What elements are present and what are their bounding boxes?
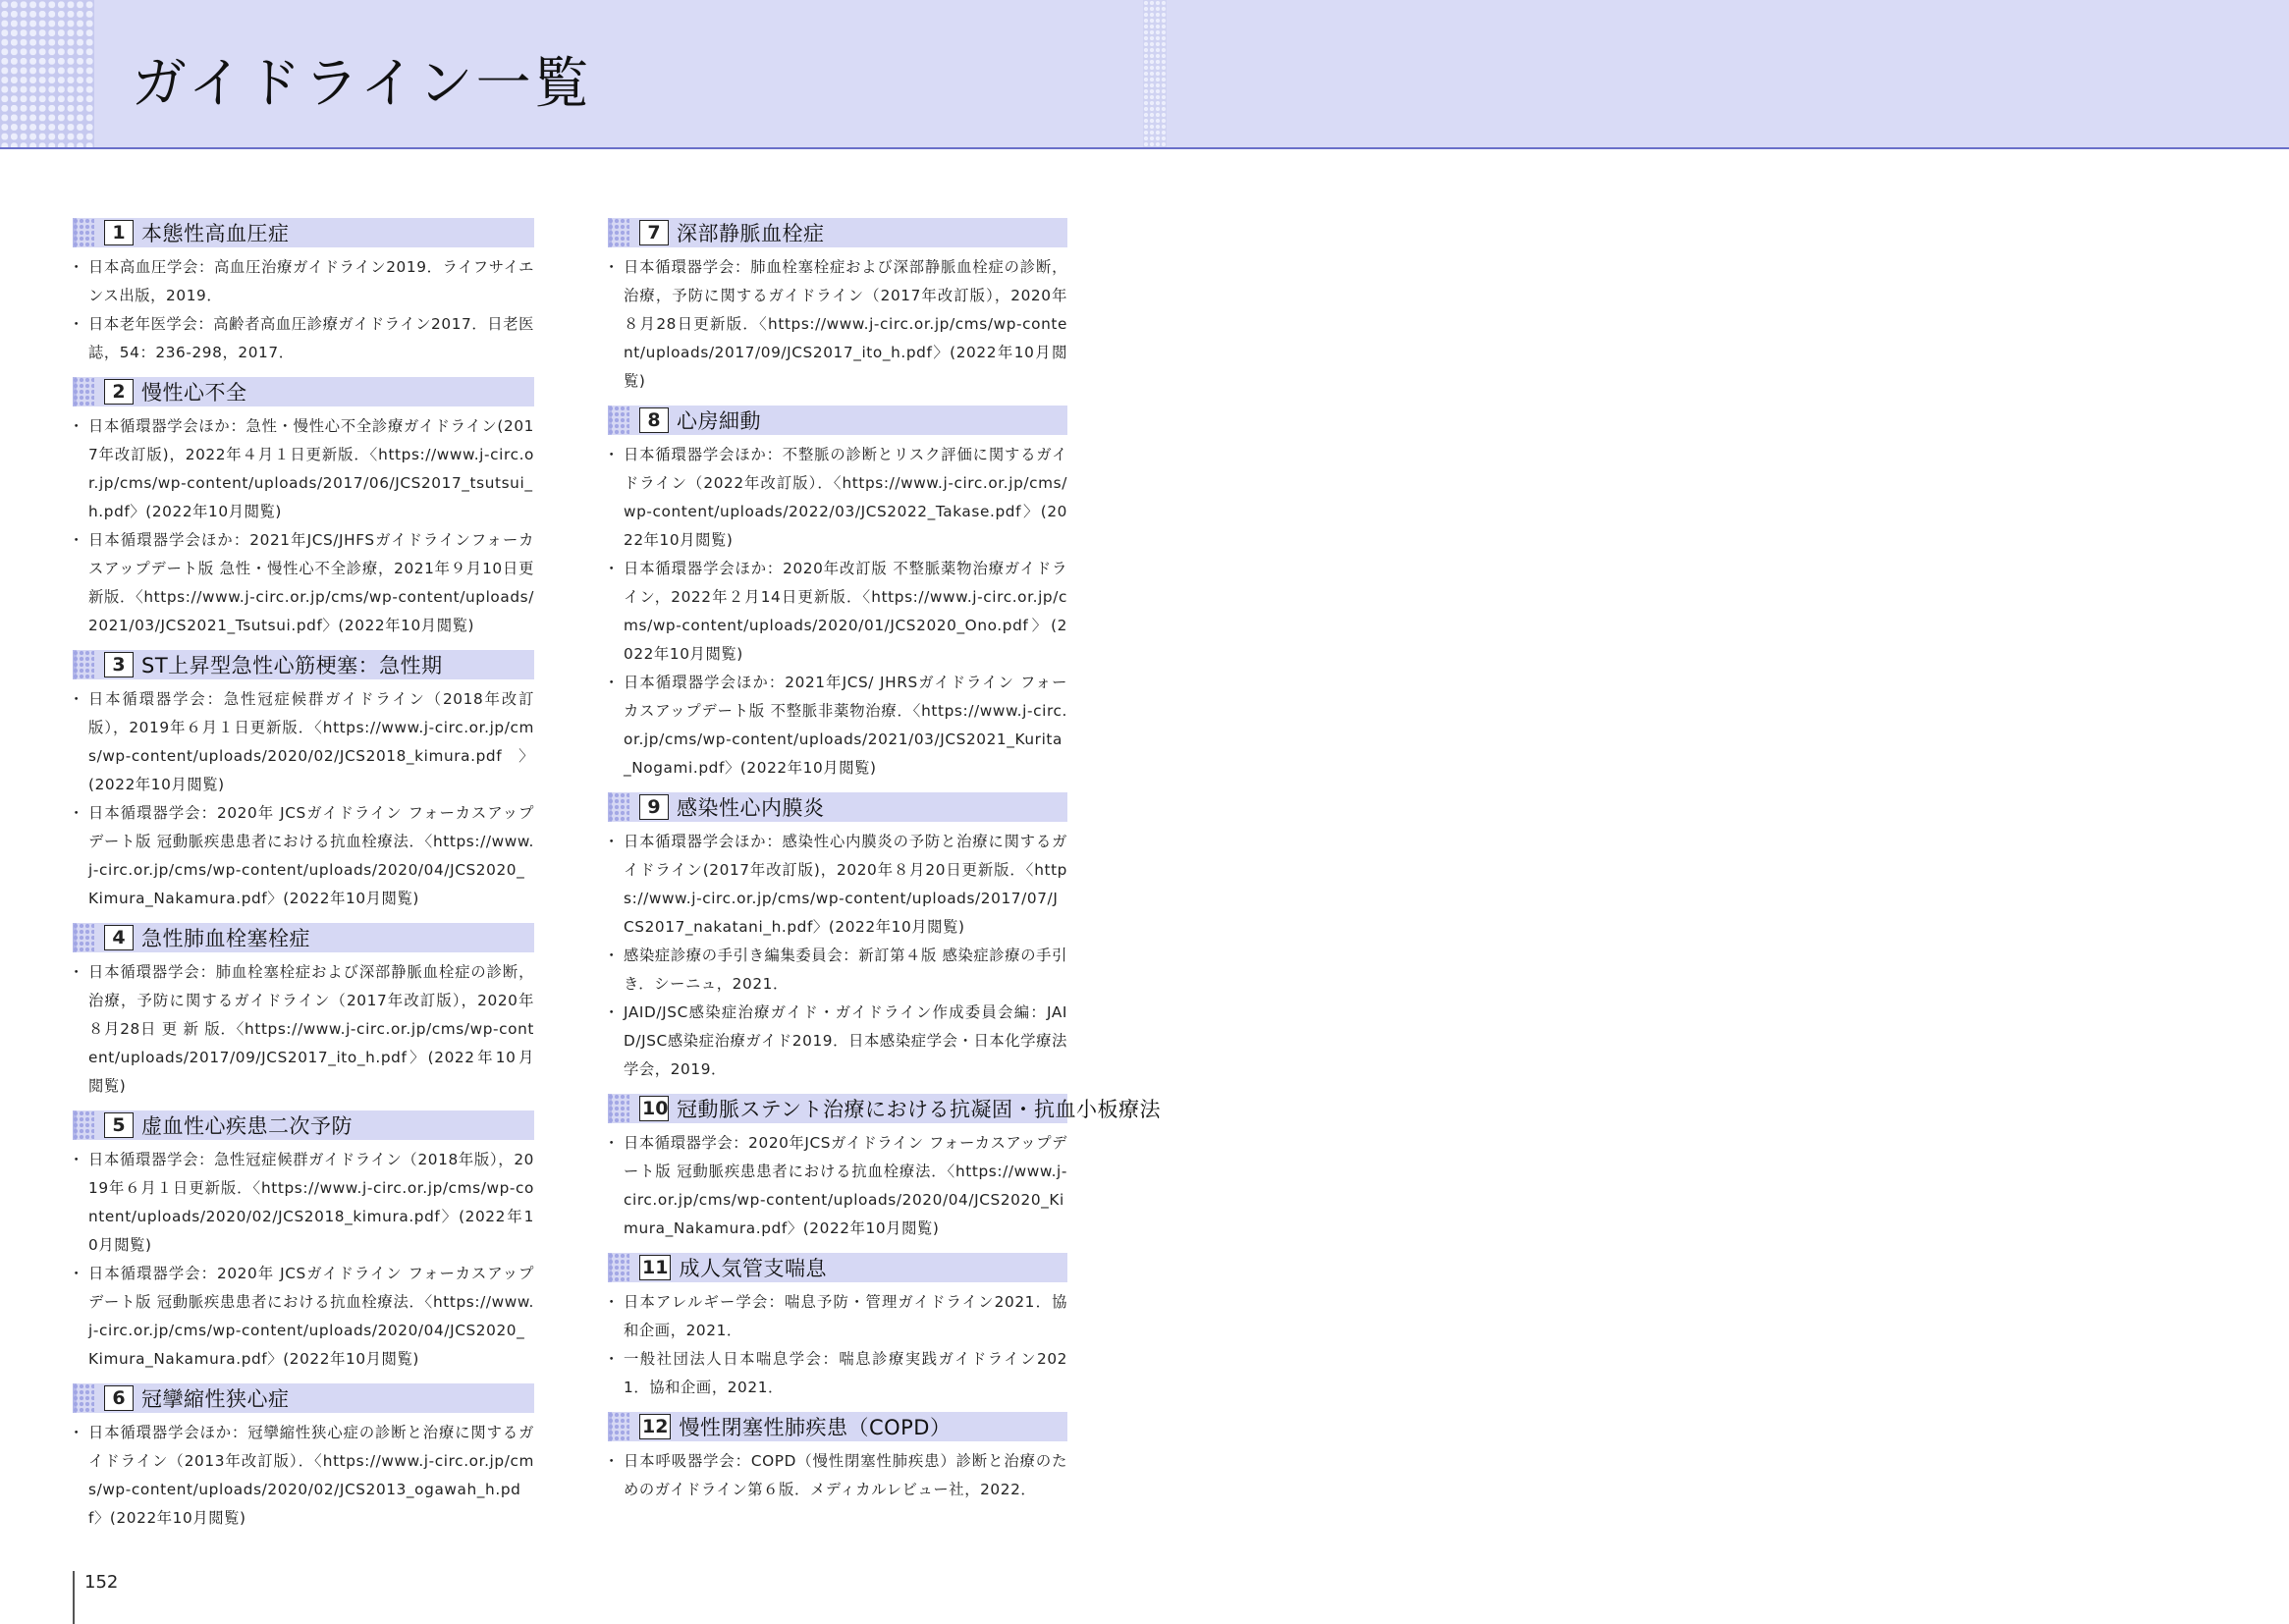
reference-list: [608, 1447, 1067, 1504]
section-number: 8: [639, 407, 669, 433]
section-2: [73, 377, 534, 640]
section-title: 感染性心内膜炎: [677, 796, 825, 820]
reference-item: ・ 日本循環器学会：肺血栓塞栓症および深部静脈血栓症の診断，治療，予防に関するガイドライン（2017年改訂版），2020年８月28日更新版．〈https://www.j-circ.or.jp/cms/wp-content/uploads/2017/09/JCS2017_ito_h.pdf〉(2022年10月閲覧): [608, 253, 1067, 396]
section-heading: [608, 1253, 1067, 1282]
section-heading: [73, 218, 534, 247]
reference-item: ・ 日本アレルギー学会：喘息予防・管理ガイドライン2021．協和企画，2021．: [608, 1288, 1067, 1345]
section-title: ST上昇型急性心筋梗塞：急性期: [141, 654, 443, 677]
section-4: [73, 923, 534, 1101]
header-dot-pattern: [0, 0, 94, 147]
reference-item: ・ 日本循環器学会ほか：不整脈の診断とリスク評価に関するガイドライン（2022年改訂版）．〈https://www.j-circ.or.jp/cms/wp-content/uploads/2022/03/JCS2022_Takase.pdf〉(2022年10月閲覧): [608, 441, 1067, 555]
section-heading: [608, 218, 1067, 247]
header-band: [0, 0, 2289, 149]
section-title: 成人気管支喘息: [679, 1257, 827, 1280]
section-3: [73, 650, 534, 913]
section-number: 3: [104, 652, 134, 677]
section-10: [608, 1094, 1162, 1243]
section-number: 12: [639, 1414, 671, 1439]
section-1: [73, 218, 534, 367]
page-number-left: 152: [84, 1572, 119, 1593]
section-number: 1: [104, 220, 134, 245]
reference-list: [73, 1146, 534, 1374]
section-title: 慢性心不全: [141, 381, 247, 405]
section-5: [73, 1110, 534, 1374]
reference-list: [73, 253, 534, 367]
section-number: 9: [639, 794, 669, 820]
section-title: 慢性閉塞性肺疾患（COPD）: [679, 1416, 952, 1439]
reference-item: ・ 日本循環器学会ほか：2021年JCS/JHFSガイドラインフォーカスアップデート版 急性・慢性心不全診療，2021年９月10日更新版．〈https://www.j-circ.or.jp/cms/wp-content/uploads/2021/03/JCS2021_Tsutsui.pdf〉(2022年10月閲覧): [73, 526, 534, 640]
reference-list: [73, 958, 534, 1101]
section-heading: [73, 377, 534, 406]
section-number: 7: [639, 220, 669, 245]
reference-item: ・ 日本循環器学会：2020年JCSガイドライン フォーカスアップデート版 冠動脈疾患患者における抗血栓療法．〈https://www.j-circ.or.jp/cms/wp-content/uploads/2020/04/JCS2020_Kimura_Nakamura.pdf〉(2022年10月閲覧): [608, 1129, 1067, 1243]
section-12: [608, 1412, 1067, 1504]
section-heading: [73, 650, 534, 679]
reference-list: [608, 253, 1067, 396]
section-title: 心房細動: [677, 409, 761, 433]
reference-list: [73, 412, 534, 640]
reference-item: ・ 日本高血圧学会：高血圧治療ガイドライン2019．ライフサイエンス出版，2019．: [73, 253, 534, 310]
reference-list: [608, 1288, 1067, 1402]
section-6: [73, 1383, 534, 1533]
reference-item: ・ JAID/JSC感染症治療ガイド・ガイドライン作成委員会編：JAID/JSC感染症治療ガイド2019．日本感染症学会・日本化学療法学会，2019．: [608, 999, 1067, 1084]
reference-item: ・ 日本循環器学会ほか：急性・慢性心不全診療ガイドライン(2017年改訂版)，2022年４月１日更新版．〈https://www.j-circ.or.jp/cms/wp-content/uploads/2017/06/JCS2017_tsutsui_h.pdf〉(2022年10月閲覧): [73, 412, 534, 526]
reference-item: ・ 日本循環器学会：2020年 JCSガイドライン フォーカスアップデート版 冠動脈疾患患者における抗血栓療法．〈https://www.j-circ.or.jp/cms/wp-content/uploads/2020/04/JCS2020_Kimura_Nakamura.pdf〉(2022年10月閲覧): [73, 799, 534, 913]
section-number: 2: [104, 379, 134, 405]
section-number: 6: [104, 1385, 134, 1411]
section-11: [608, 1253, 1067, 1402]
reference-item: ・ 日本循環器学会ほか：感染性心内膜炎の予防と治療に関するガイドライン(2017年改訂版)，2020年８月20日更新版．〈https://www.j-circ.or.jp/cms/wp-content/uploads/2017/07/JCS2017_nakatani_h.pdf〉(2022年10月閲覧): [608, 828, 1067, 942]
section-heading: [608, 792, 1067, 822]
section-title: 虚血性心疾患二次予防: [141, 1114, 353, 1138]
reference-item: ・ 日本循環器学会ほか：冠攣縮性狭心症の診断と治療に関するガイドライン（2013年改訂版）．〈https://www.j-circ.or.jp/cms/wp-content/uploads/2020/02/JCS2013_ogawah_h.pdf〉(2022年10月閲覧): [73, 1419, 534, 1533]
section-7: [608, 218, 1067, 396]
reference-list: [73, 1419, 534, 1533]
reference-item: ・ 日本循環器学会：2020年 JCSガイドライン フォーカスアップデート版 冠動脈疾患患者における抗血栓療法．〈https://www.j-circ.or.jp/cms/wp-content/uploads/2020/04/JCS2020_Kimura_Nakamura.pdf〉(2022年10月閲覧): [73, 1260, 534, 1374]
page-number-rule-left: [73, 1571, 75, 1624]
section-title: 冠攣縮性狭心症: [141, 1387, 290, 1411]
reference-item: ・ 感染症診療の手引き編集委員会：新訂第４版 感染症診療の手引き．シーニュ，2021．: [608, 942, 1067, 999]
reference-item: ・ 一般社団法人日本喘息学会：喘息診療実践ガイドライン2021．協和企画，2021．: [608, 1345, 1067, 1402]
section-heading: [608, 1094, 1162, 1123]
section-number: 11: [639, 1255, 671, 1280]
section-number: 4: [104, 925, 134, 950]
reference-list: [608, 1129, 1067, 1243]
section-heading: [608, 1412, 1067, 1441]
section-9: [608, 792, 1067, 1084]
section-number: 10: [639, 1096, 669, 1121]
reference-list: [608, 828, 1067, 1084]
section-heading: [73, 1383, 534, 1413]
reference-item: ・ 日本老年医学会：高齢者高血圧診療ガイドライン2017．日老医誌，54：236-298，2017．: [73, 310, 534, 367]
reference-item: ・ 日本呼吸器学会：COPD（慢性閉塞性肺疾患）診断と治療のためのガイドライン第６版．メディカルレビュー社，2022．: [608, 1447, 1067, 1504]
section-title: 冠動脈ステント治療における抗凝固・抗血小板療法: [677, 1098, 1162, 1121]
reference-item: ・ 日本循環器学会ほか：2021年JCS/ JHRSガイドライン フォーカスアップデート版 不整脈非薬物治療．〈https://www.j-circ.or.jp/cms/wp-content/uploads/2021/03/JCS2021_Kurita_Nogami.pdf〉(2022年10月閲覧): [608, 669, 1067, 783]
section-title: 深部静脈血栓症: [677, 222, 825, 245]
header-center-dot-pattern: [1143, 0, 1167, 147]
page-title: ガイドライン一覧: [132, 52, 592, 116]
section-number: 5: [104, 1112, 134, 1138]
reference-item: ・ 日本循環器学会：急性冠症候群ガイドライン（2018年版），2019年６月１日更新版．〈https://www.j-circ.or.jp/cms/wp-content/uploads/2020/02/JCS2018_kimura.pdf〉(2022年10月閲覧): [73, 1146, 534, 1260]
column-1: [73, 218, 534, 1543]
reference-list: [73, 685, 534, 913]
section-title: 本態性高血圧症: [141, 222, 290, 245]
column-2: [608, 218, 1162, 1514]
reference-item: ・ 日本循環器学会：肺血栓塞栓症および深部静脈血栓症の診断，治療，予防に関するガイドライン（2017年改訂版），2020年８月28日 更 新 版．〈https://www.j-circ.or.jp/cms/wp-content/uploads/2017/09/JCS2017_ito_h.pdf〉(2022年10月閲覧): [73, 958, 534, 1101]
section-heading: [608, 406, 1067, 435]
reference-item: ・ 日本循環器学会：急性冠症候群ガイドライン（2018年改訂版），2019年６月１日更新版．〈https://www.j-circ.or.jp/cms/wp-content/uploads/2020/02/JCS2018_kimura.pdf〉(2022年10月閲覧): [73, 685, 534, 799]
section-title: 急性肺血栓塞栓症: [141, 927, 310, 950]
section-heading: [73, 923, 534, 952]
section-8: [608, 406, 1067, 783]
reference-list: [608, 441, 1067, 783]
reference-item: ・ 日本循環器学会ほか：2020年改訂版 不整脈薬物治療ガイドライン，2022年２月14日更新版．〈https://www.j-circ.or.jp/cms/wp-content/uploads/2020/01/JCS2020_Ono.pdf〉(2022年10月閲覧): [608, 555, 1067, 669]
section-heading: [73, 1110, 534, 1140]
